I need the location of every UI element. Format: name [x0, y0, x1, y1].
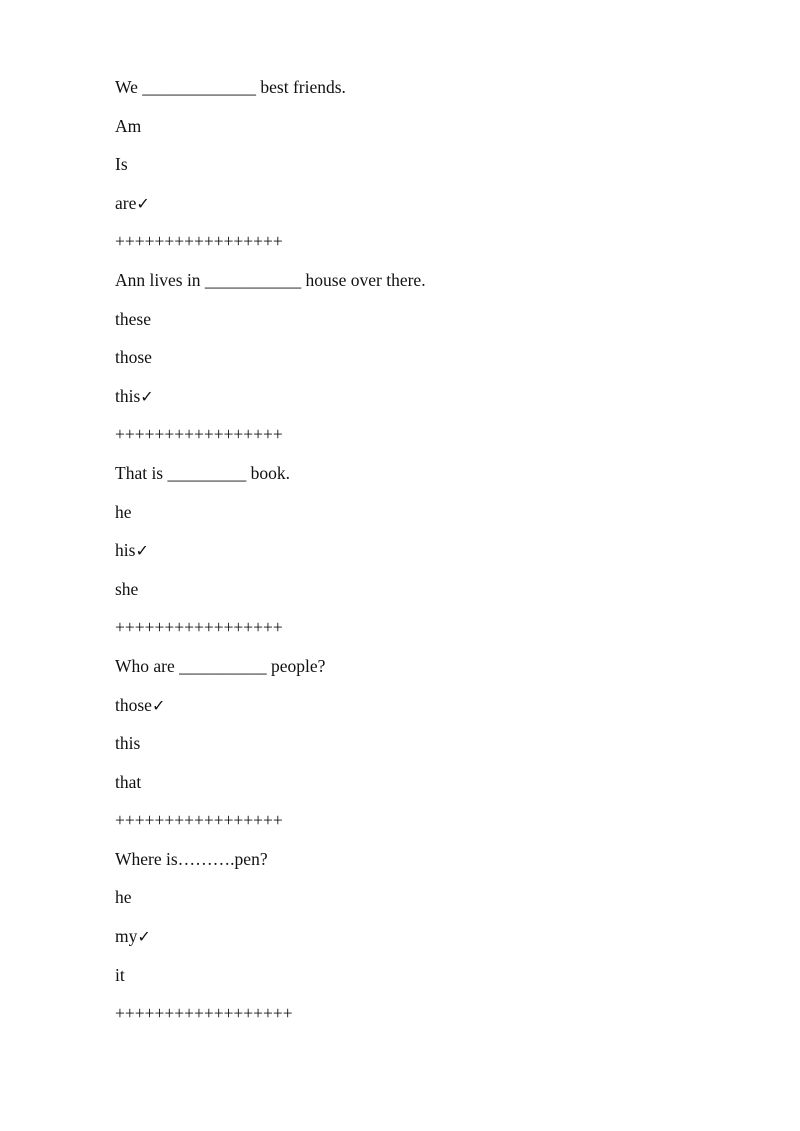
document-page — [115, 77, 715, 1042]
answer-option — [115, 772, 715, 811]
answer-option — [115, 733, 715, 772]
option-text: these — [115, 308, 151, 329]
separator: +++++++++++++++++ — [115, 617, 283, 638]
answer-option — [115, 193, 715, 232]
option-text: Is — [115, 154, 128, 175]
answer-option — [115, 347, 715, 386]
answer-option — [115, 887, 715, 926]
option-text: that — [115, 771, 142, 792]
question-prompt: Ann lives in ___________ house over there. — [115, 269, 426, 290]
option-text: it — [115, 964, 125, 985]
option-text: those — [115, 694, 152, 715]
answer-option — [115, 579, 715, 618]
answer-option — [115, 386, 715, 425]
answer-option — [115, 116, 715, 155]
option-text: he — [115, 887, 132, 908]
option-text: Am — [115, 115, 142, 136]
question-prompt: Where is……….pen? — [115, 848, 268, 869]
check-mark-icon: ✓ — [137, 927, 151, 947]
answer-option — [115, 309, 715, 348]
answer-option — [115, 965, 715, 1004]
check-mark-icon: ✓ — [135, 541, 149, 561]
separator: +++++++++++++++++ — [115, 810, 283, 831]
check-mark-icon: ✓ — [136, 193, 150, 213]
separator: ++++++++++++++++++ — [115, 1003, 293, 1024]
option-text: she — [115, 578, 139, 599]
question-prompt: We _____________ best friends. — [115, 77, 346, 97]
answer-option — [115, 540, 715, 579]
question-prompt: Who are __________ people? — [115, 655, 326, 676]
check-mark-icon: ✓ — [151, 695, 166, 715]
option-text: my — [115, 926, 138, 947]
separator: +++++++++++++++++ — [115, 231, 283, 252]
option-text: are — [115, 192, 137, 213]
answer-option — [115, 502, 715, 541]
option-text: his — [115, 540, 136, 561]
answer-option — [115, 926, 715, 965]
check-mark-icon: ✓ — [140, 386, 154, 406]
answer-option — [115, 695, 715, 734]
option-text: those — [115, 347, 152, 368]
option-text: he — [115, 501, 132, 522]
option-text: this — [115, 385, 141, 406]
separator: +++++++++++++++++ — [115, 424, 283, 445]
answer-option — [115, 154, 715, 193]
question-prompt: That is _________ book. — [115, 462, 290, 483]
option-text: this — [115, 733, 141, 754]
